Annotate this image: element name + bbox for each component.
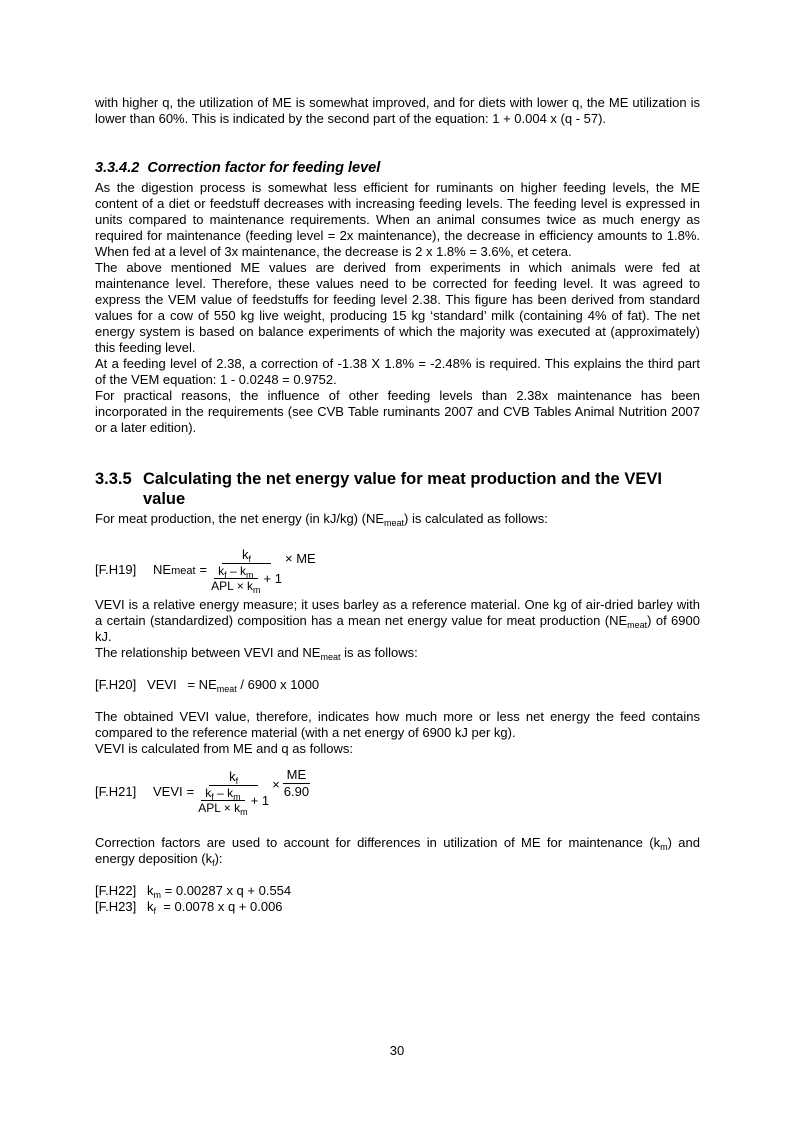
inner-fraction (198, 786, 247, 815)
text: k (218, 564, 225, 578)
denominator (198, 786, 269, 815)
subscript: f (248, 554, 252, 564)
denominator (211, 564, 282, 593)
formula-f-h20 (95, 677, 700, 693)
numerator: ME (283, 767, 311, 784)
subscript: meat (171, 564, 196, 577)
text: [F.H20] VEVI = NE (95, 677, 217, 692)
formula-f-h22 (95, 883, 700, 899)
text: is as follows: (340, 645, 418, 660)
subscript: f (211, 792, 214, 802)
subscript: m (153, 890, 162, 900)
subscript: meat (627, 620, 648, 630)
heading-number: 3.3.4.2 (95, 160, 140, 176)
text: ): (214, 851, 223, 866)
page-number: 30 (389, 1043, 405, 1058)
heading-title: Calculating the net energy value for meat production and the VEVI value (143, 470, 662, 508)
text: The relationship between VEVI and NE (95, 645, 321, 660)
text: NE (153, 561, 172, 577)
text: For meat production, the net energy (in kJ/kg) (NE (95, 511, 385, 526)
text: ) of 6900 kJ. (95, 613, 700, 644)
text: / 6900 x 1000 (236, 677, 320, 692)
text: k (242, 547, 249, 562)
paragraph: At a feeding level of 2.38, a correction of -1.38 X 1.8% = -2.48% is required. This explains the third part of the VEM equation: 1 - 0.0248 = 0.9752. (95, 356, 700, 387)
text: k (229, 769, 236, 784)
subscript: m (240, 807, 248, 817)
subscript: f (224, 570, 227, 580)
lhs: VEVI (153, 784, 183, 799)
lhs (153, 562, 196, 579)
text: ) is calculated as follows: (404, 511, 548, 526)
inner-denominator (198, 801, 247, 815)
paragraph: For practical reasons, the influence of other feeding levels than 2.38x maintenance has been incorporated in the requirements (see CVB Table ruminants 2007 and CVB Tables Animal Nutrition 2007 or a later edition). (95, 388, 700, 435)
text: k (227, 786, 234, 800)
equals: = (186, 784, 195, 799)
paragraph: The above mentioned ME values are derived from experiments in which animals were fed at maintenance level. Therefore, these values need to be corrected for feeding level. It was agreed to express the VEM value of feedstuffs for feeding level 2.38. This figure has been derived from standard values for a cow of 550 kg live weight, producing 15 kg ‘standard’ milk (containing 4% of fat). The net energy system is based on balance experiments of which the majority was executed at (approximately) this feeding level. (95, 260, 700, 355)
paragraph (95, 511, 700, 527)
inner-fraction (211, 564, 260, 593)
inner-denominator (211, 579, 260, 593)
numerator (209, 769, 258, 786)
subscript: m (660, 842, 668, 852)
heading-title: Correction factor for feeding level (147, 160, 381, 176)
text: APL × (211, 579, 248, 593)
subscript: f (153, 906, 157, 916)
text: = 0.00287 x q + 0.554 (161, 883, 292, 898)
text: [F.H22] k (95, 883, 154, 898)
text: – (226, 564, 241, 578)
text: ) and energy deposition (k (95, 835, 700, 866)
formula-label: [F.H21] (95, 784, 137, 799)
subscript: f (212, 858, 215, 868)
equals: = (199, 562, 208, 577)
text: = 0.0078 x q + 0.006 (156, 899, 283, 914)
subscript: meat (384, 518, 405, 528)
me-fraction (283, 767, 311, 800)
page-content (95, 95, 700, 915)
subscript: f (235, 776, 239, 786)
text: [F.H23] k (95, 899, 154, 914)
text: × ME (284, 551, 316, 566)
formula-label: [F.H19] (95, 562, 137, 577)
inner-numerator (201, 786, 244, 801)
text: Correction factors are used to account for differences in utilization of ME for maintenance (k (95, 835, 661, 850)
fraction (198, 769, 269, 815)
fraction (211, 547, 282, 593)
paragraph: VEVI is calculated from ME and q as follows: (95, 741, 353, 756)
section-heading-3-3-5 (95, 469, 700, 509)
text: VEVI is a relative energy measure; it uses barley as a reference material. One kg of air-dried barley with a certain (standardized) composition has a mean net energy value for meat production (NE (95, 597, 700, 628)
formula-f-h21 (95, 767, 700, 817)
text: k (240, 564, 247, 578)
text: + 1 (263, 570, 282, 586)
times: × (272, 777, 280, 792)
text: + 1 (250, 792, 270, 808)
paragraph: The obtained VEVI value, therefore, indicates how much more or less net energy the feed contains compared to the reference material (with a net energy of 6900 kJ per kg). (95, 709, 700, 740)
denominator: 6.90 (283, 784, 310, 799)
paragraph: As the digestion process is somewhat less efficient for ruminants on higher feeding levels, the ME content of a diet or feedstuff decreases with increasing feeding levels. The feeding level is expressed in units compared to maintenance requirements. When an animal consumes twice as much energy as required for maintenance (feeding level = 2x maintenance), the decrease in efficiency amounts to 1.8%. When fed at a level of 3x maintenance, the decrease is 2 x 1.8% = 3.6%, et cetera. (95, 180, 700, 259)
text: k (234, 801, 241, 815)
paragraph: with higher q, the utilization of ME is somewhat improved, and for diets with lower q, the ME utilization is lower than 60%. This is indicated by the second part of the equation: 1 + 0.004 x (q - 57). (95, 95, 700, 126)
text: – (213, 786, 228, 800)
heading-number: 3.3.5 (95, 470, 132, 488)
formula-f-h19 (95, 545, 700, 595)
paragraph (95, 597, 700, 645)
subscript: m (233, 792, 241, 802)
formula-f-h23 (95, 899, 700, 915)
subscript: meat (216, 684, 237, 694)
inner-numerator (214, 564, 257, 579)
subscript: m (246, 570, 254, 580)
paragraph (95, 835, 700, 867)
text: k (205, 786, 212, 800)
text: APL × (198, 801, 235, 815)
subscript: m (253, 585, 261, 595)
paragraph (95, 645, 700, 661)
text: k (247, 579, 254, 593)
subscript: meat (320, 652, 341, 662)
section-heading-3-3-4-2 (95, 160, 700, 176)
numerator (222, 547, 271, 564)
